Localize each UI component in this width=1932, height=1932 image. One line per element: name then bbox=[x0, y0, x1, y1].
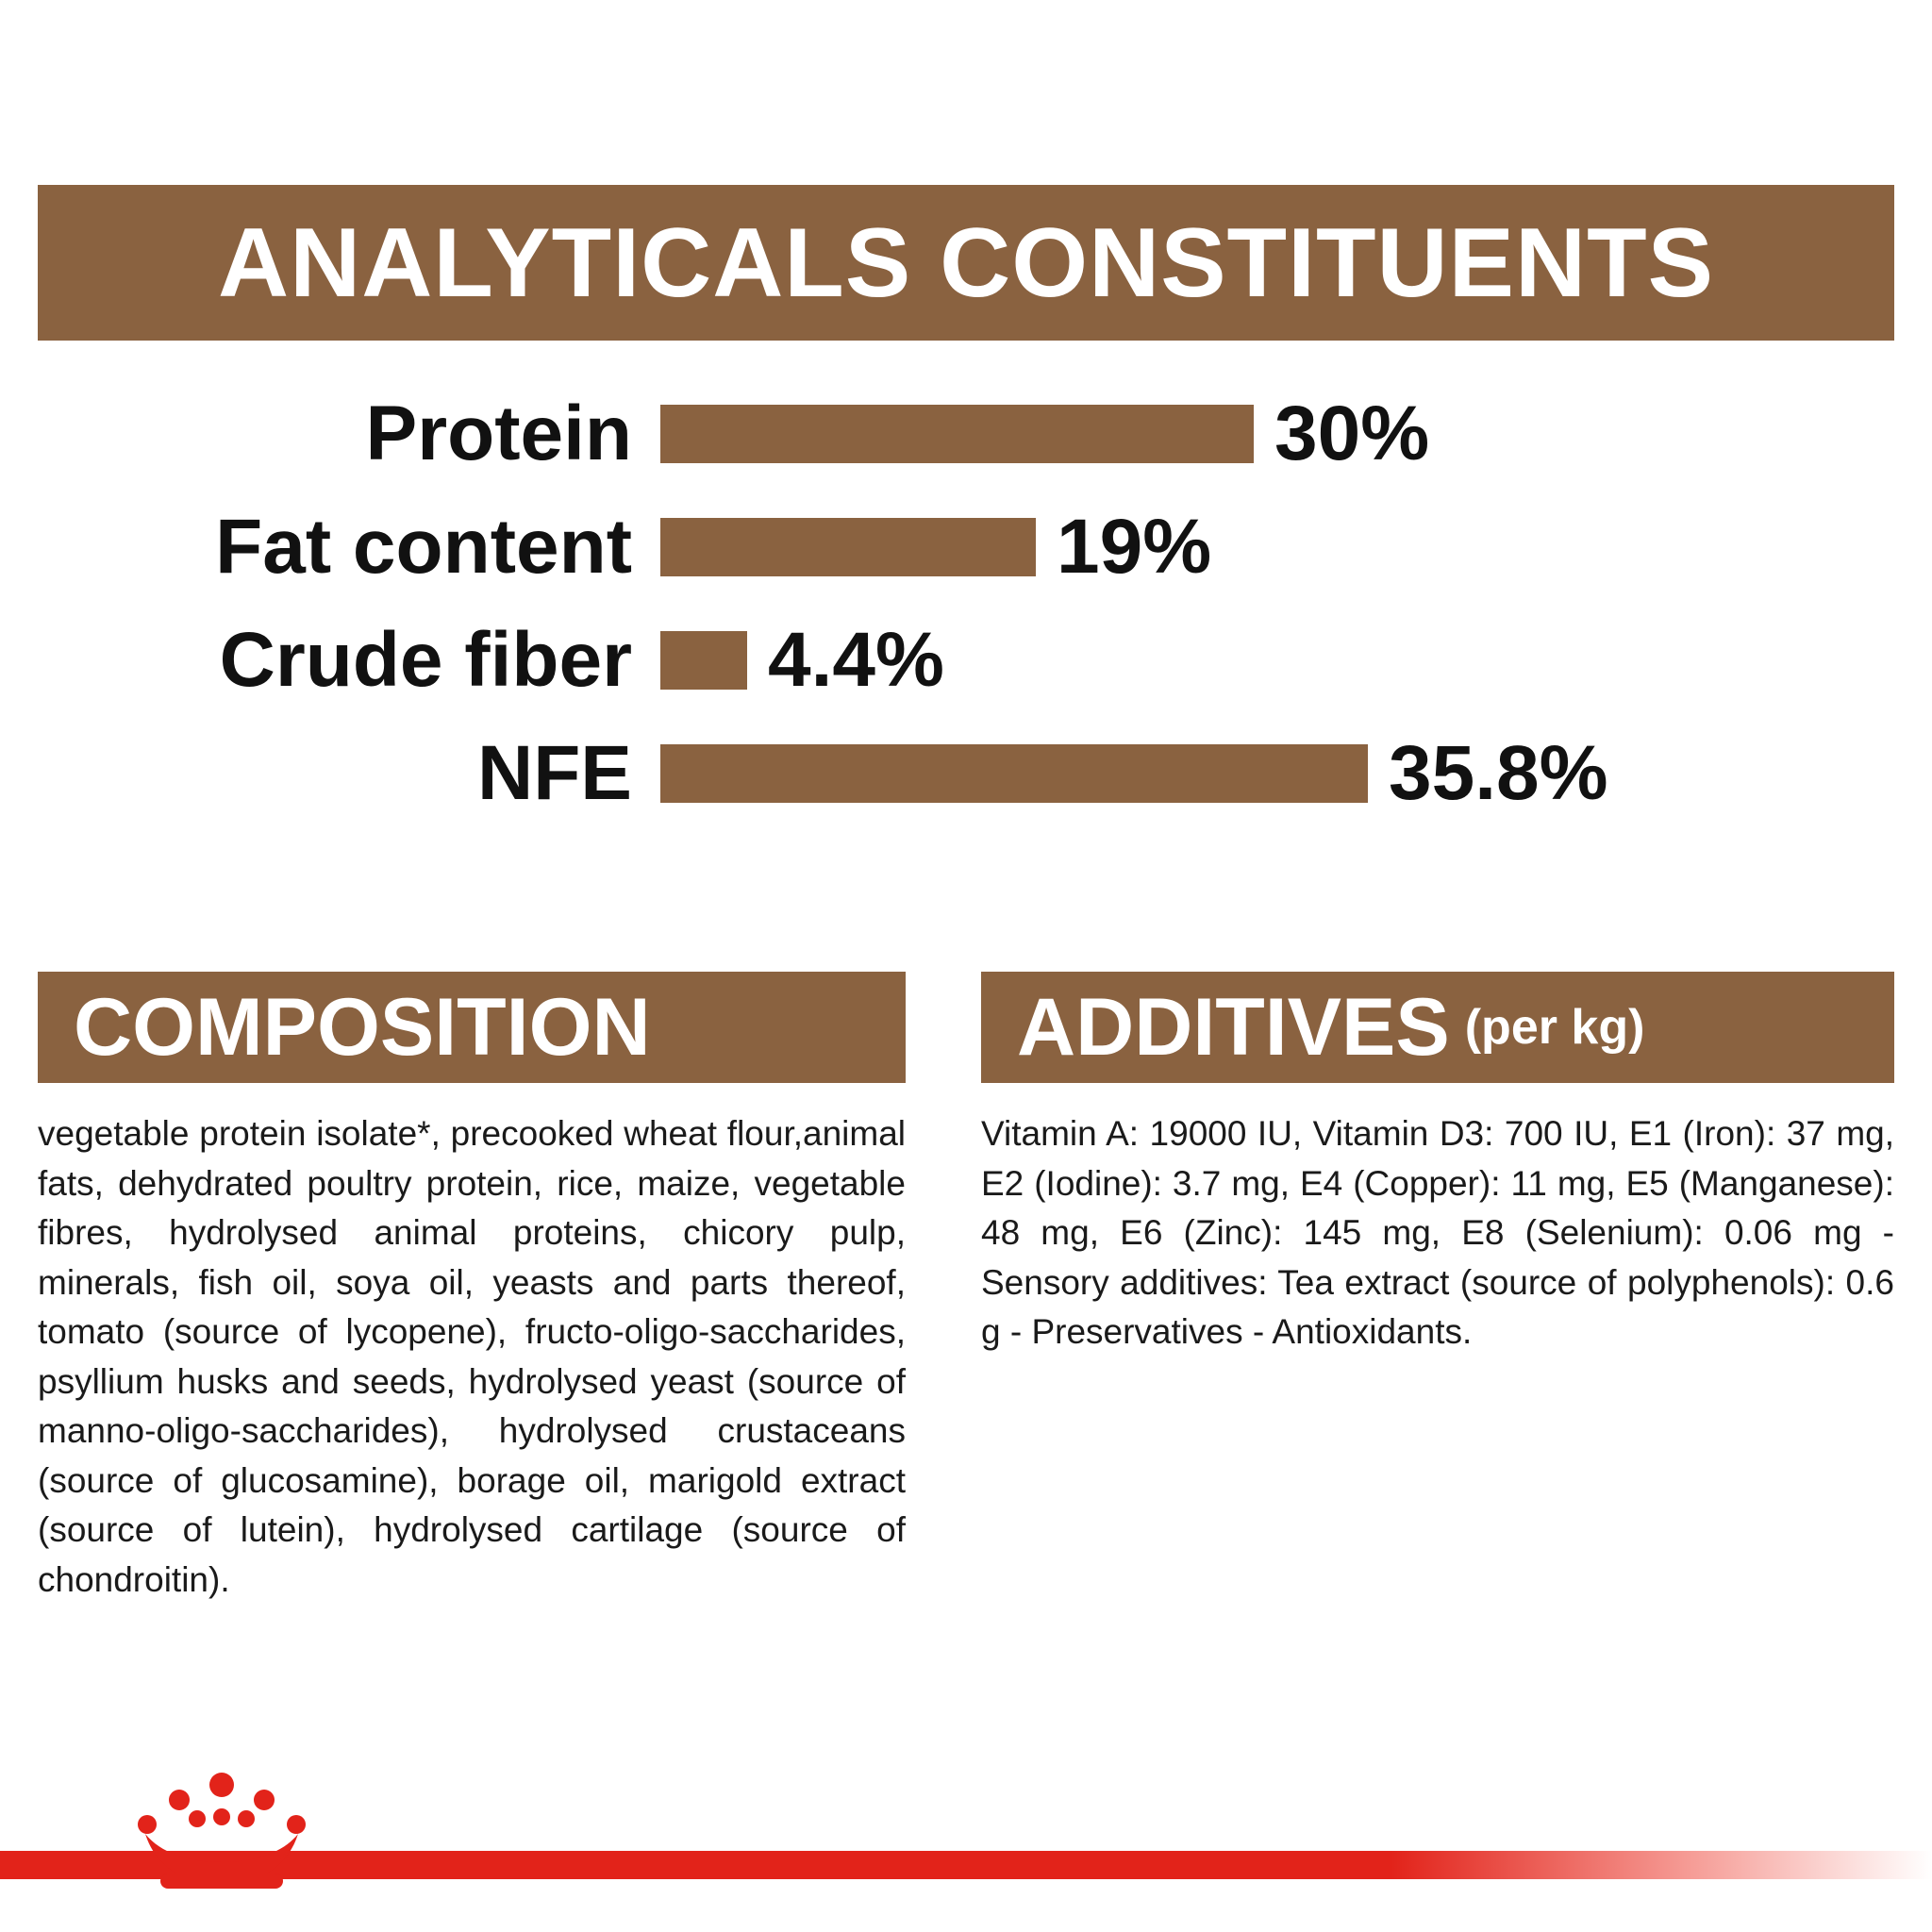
composition-text: vegetable protein isolate*, precooked wheat flour,animal fats, dehydrated poultry protein, rice, maize, vegetable fibres, hydrolysed animal proteins, chicory pulp, minerals, fish oil, soya oil, yeasts and parts thereof, tomato (source of lycopene), fructo-oligo-saccharides, psyllium husks and seeds, hydrolysed yeast (source of manno-oligo-saccharides), hydrolysed crustaceans (source of glucosamine), borage oil, marigold extract (source of lutein), hydrolysed cartilage (source of chondroitin). bbox=[38, 1114, 906, 1599]
chart-value-crude-fiber: 4.4% bbox=[768, 617, 944, 703]
chart-bar-wrap-protein bbox=[660, 377, 1894, 491]
chart-row bbox=[38, 377, 1894, 491]
chart-label-crude-fiber: Crude fiber bbox=[219, 617, 632, 703]
additives-section bbox=[981, 972, 1894, 1357]
analyticals-header-band bbox=[38, 185, 1894, 341]
chart-value-fat-content: 19% bbox=[1057, 504, 1212, 590]
composition-section bbox=[38, 972, 943, 1605]
chart-bar-crude-fiber bbox=[660, 631, 747, 690]
chart-bar-wrap-nfe bbox=[660, 717, 1894, 830]
chart-label-nfe: NFE bbox=[477, 730, 632, 816]
chart-bar-protein bbox=[660, 405, 1254, 463]
chart-row bbox=[38, 717, 1894, 830]
chart-bar-wrap-fat-content bbox=[660, 491, 1894, 604]
chart-label-fat-content: Fat content bbox=[215, 504, 632, 590]
chart-value-nfe: 35.8% bbox=[1389, 730, 1608, 816]
composition-header-band bbox=[38, 972, 906, 1083]
chart-row bbox=[38, 604, 1894, 717]
additives-title: ADDITIVES bbox=[1017, 982, 1450, 1073]
page-title: ANALYTICALS CONSTITUENTS bbox=[218, 208, 1714, 318]
chart-bar-wrap-crude-fiber bbox=[660, 604, 1894, 717]
additives-header-band bbox=[981, 972, 1894, 1083]
additives-text: Vitamin A: 19000 IU, Vitamin D3: 700 IU, E1 (Iron): 37 mg, E2 (Iodine): 3.7 mg, E4 (Copper): 11 mg, E5 (Manganese): 48 mg, E6 (Zinc): 145 mg, E8 (Selenium): 0.06 mg - Sensory additives: Tea extract (source of polyphenols): 0.6 g - Preservatives - Antioxidants. bbox=[981, 1114, 1894, 1352]
chart-value-protein: 30% bbox=[1274, 391, 1430, 476]
additives-subtitle: (per kg) bbox=[1464, 1000, 1645, 1055]
chart-row bbox=[38, 491, 1894, 604]
chart-bar-nfe bbox=[660, 744, 1368, 803]
crown-icon bbox=[132, 1772, 311, 1894]
composition-title: COMPOSITION bbox=[74, 982, 651, 1073]
chart-bar-fat-content bbox=[660, 518, 1036, 576]
constituents-bar-chart bbox=[38, 377, 1894, 868]
chart-label-protein: Protein bbox=[365, 391, 632, 476]
